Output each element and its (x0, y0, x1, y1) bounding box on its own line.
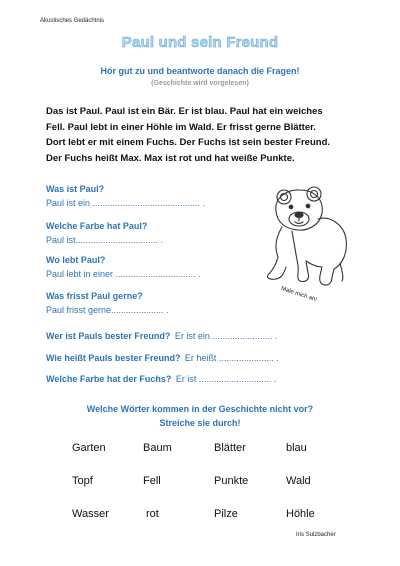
word-hoehle[interactable]: Höhle (286, 508, 315, 520)
word-wasser[interactable]: Wasser (72, 508, 109, 520)
word-blau[interactable]: blau (286, 442, 307, 454)
question-1: Was ist Paul? (46, 184, 105, 194)
page-title: Paul und sein Freund (121, 34, 279, 51)
story-text (46, 104, 366, 166)
question-row-5 (46, 326, 277, 344)
story-line: Der Fuchs heißt Max. Max ist rot und hat weiße Punkte. (46, 152, 295, 164)
story-line: Dort lebt er mit einem Fuchs. Der Fuchs ist sein bester Freund. (46, 137, 331, 148)
word-wald[interactable]: Wald (286, 475, 311, 487)
bear-illustration (262, 181, 352, 296)
bear-caption: Male mich an! (280, 286, 318, 304)
answer-line-4[interactable]: Paul frisst gerne..................... . (46, 305, 169, 315)
instruction: Hör gut zu und beantworte danach die Fragen! (100, 66, 300, 76)
question-row-7 (46, 369, 276, 387)
task-instruction (0, 402, 400, 430)
answer-line-6[interactable]: Er heißt ...................... . (184, 353, 279, 363)
question-2: Welche Farbe hat Paul? (46, 221, 148, 231)
answer-line-5[interactable]: Er ist ein ........................ . (174, 331, 278, 341)
story-line: Fell. Paul lebt in einer Höhle im Wald. Er frisst gerne Blätter. (46, 121, 316, 133)
word-topf[interactable]: Topf (72, 475, 93, 487)
word-punkte[interactable]: Punkte (214, 475, 249, 487)
question-4: Was frisst Paul gerne? (46, 291, 143, 301)
word-rot[interactable]: rot (146, 508, 159, 520)
story-line: Das ist Paul. Paul ist ein Bär. Er ist blau. Paul hat ein weiches (46, 106, 323, 117)
answer-line-1[interactable]: Paul ist ein ........................................... . (46, 198, 206, 208)
page-header: Akustisches Gedächtnis (40, 18, 105, 24)
question-row-6 (46, 348, 279, 366)
task-line-2: Streiche sie durch! (159, 418, 241, 428)
word-fell[interactable]: Fell (143, 475, 161, 487)
reading-note: (Geschichte wird vorgelesen) (151, 80, 249, 87)
word-garten[interactable]: Garten (72, 442, 106, 454)
word-pilze[interactable]: Pilze (214, 508, 238, 520)
question-3: Wo lebt Paul? (46, 255, 106, 265)
question-7: Welche Farbe hat der Fuchs? (46, 374, 172, 384)
question-6: Wie heißt Pauls bester Freund? (46, 353, 181, 363)
word-baum[interactable]: Baum (143, 442, 172, 454)
question-5: Wer ist Pauls bester Freund? (46, 331, 171, 341)
author-credit: Iris Sulzbacher (296, 532, 336, 538)
answer-line-7[interactable]: Er ist ............................. . (175, 374, 277, 384)
task-line-1: Welche Wörter kommen in der Geschichte nicht vor? (86, 404, 314, 414)
answer-line-2[interactable]: Paul ist................................. . (46, 235, 164, 245)
answer-line-3[interactable]: Paul lebt in einer ................................ . (46, 269, 201, 279)
word-blaetter[interactable]: Blätter (214, 442, 246, 454)
